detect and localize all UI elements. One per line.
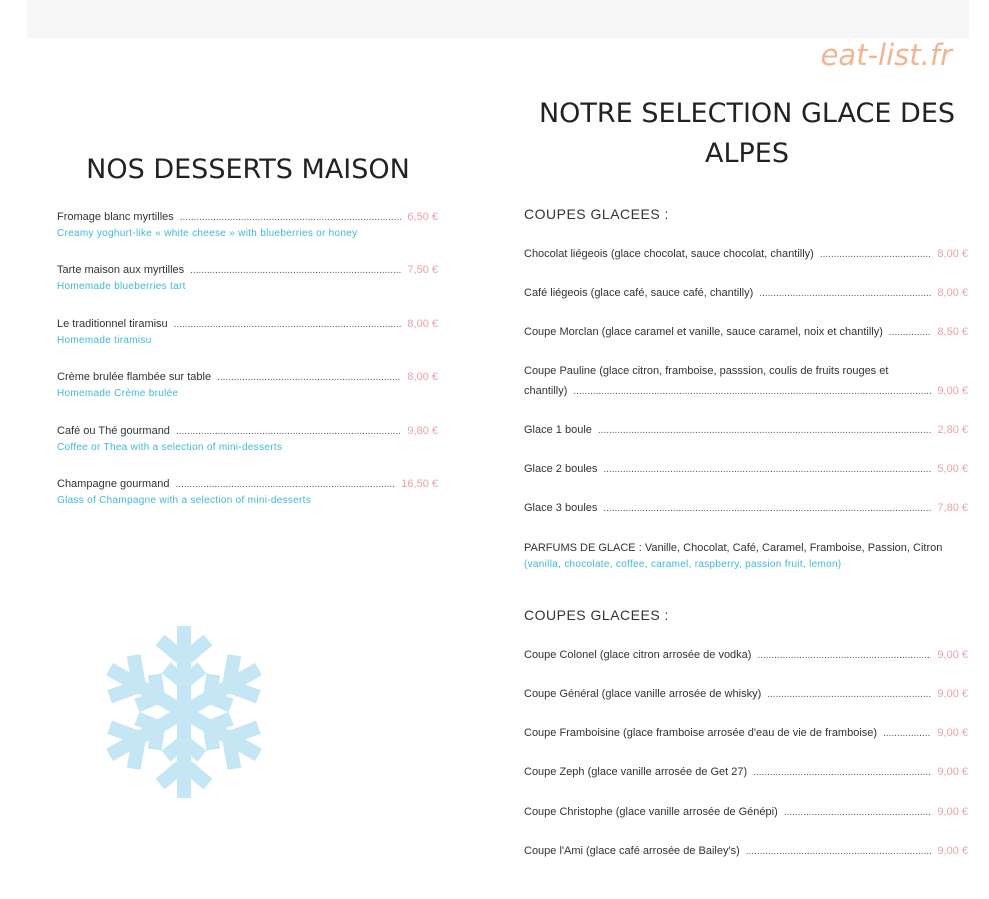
item-price: 9,80 € [407,425,438,437]
right-title-line2: ALPES [705,138,789,169]
right-title-line1: NOTRE SELECTION GLACE DES [538,98,956,129]
item-name: Chocolat liégeois (glace chocolat, sauce chocolat, chantilly) [524,248,814,260]
ice-item [524,649,968,662]
item-name: Fromage blanc myrtilles [57,211,174,223]
item-price: 16,50 € [401,478,438,490]
item-price: 8,00 € [937,248,968,260]
item-name: Coupe Général (glace vanille arrosée de whisky) [524,688,762,700]
item-name: Crème brulée flambée sur table [57,371,212,383]
dessert-item [57,211,438,239]
dot-leader [759,288,931,300]
item-price: 9,00 € [937,845,968,857]
item-price: 9,00 € [937,688,968,700]
dessert-item [57,425,438,453]
top-bar [27,0,969,38]
item-price: 5,00 € [937,463,968,475]
ice-item [524,688,968,701]
item-translation: Homemade Crème brulée [57,388,179,399]
item-name: Le traditionnel tiramisu [57,318,168,330]
dot-leader [820,249,932,261]
ice-item [524,361,968,401]
item-name: Café ou Thé gourmand [57,425,170,437]
section-heading: COUPES GLACEES : [524,206,669,222]
item-price: 2,80 € [937,424,968,436]
dot-leader [180,212,402,224]
item-price: 8,50 € [937,326,968,338]
section-heading: COUPES GLACEES : [524,607,669,623]
ice-item [524,463,968,476]
item-name: Coupe Morclan (glace caramel et vanille, sauce caramel, noix et chantilly) [524,326,883,338]
right-title [524,94,970,174]
item-name-line1: Coupe Pauline (glace citron, framboise, passsion, coulis de fruits rouges et [524,365,889,377]
dot-leader [889,327,932,339]
item-price: 8,00 € [407,371,438,383]
dot-leader [883,728,931,740]
item-price: 9,00 € [937,806,968,818]
item-name: Champagne gourmand [57,478,170,490]
dot-leader [573,382,931,394]
item-name: Glace 3 boules [524,502,598,514]
dessert-item [57,318,438,346]
item-price: 9,00 € [937,385,968,397]
item-name: Glace 2 boules [524,463,598,475]
ice-item [524,287,968,300]
dot-leader [174,319,402,331]
item-price: 7,80 € [937,502,968,514]
dot-leader [598,425,932,437]
item-price: 8,00 € [937,287,968,299]
item-name: Coupe Zeph (glace vanille arrosée de Get 27) [524,766,748,778]
ice-item [524,806,968,819]
item-price: 9,00 € [937,727,968,739]
dot-leader [753,767,931,779]
watermark: eat-list.fr [820,38,952,72]
item-translation: Coffee or Thea with a selection of mini-desserts [57,442,283,453]
dot-leader [603,464,931,476]
dot-leader [217,372,401,384]
item-translation: Glass of Champagne with a selection of mini-desserts [57,495,312,506]
dot-leader [176,426,401,438]
dot-leader [176,479,396,491]
dot-leader [784,807,932,819]
ice-item [524,845,968,858]
ice-item [524,766,968,779]
item-price: 9,00 € [937,766,968,778]
ice-item [524,424,968,437]
dot-leader [746,846,932,858]
item-price: 9,00 € [937,649,968,661]
item-price: 6,50 € [407,211,438,223]
item-price: 8,00 € [407,318,438,330]
dot-leader [767,689,931,701]
left-title: NOS DESSERTS MAISON [86,154,410,185]
ice-item [524,248,968,261]
item-name: Glace 1 boule [524,424,592,436]
dot-leader [190,265,401,277]
ice-item [524,727,968,740]
flavours-translation: (vanilla, chocolate, coffee, caramel, raspberry, passion fruit, lemon) [524,559,842,570]
dessert-item [57,264,438,292]
item-name: Coupe Christophe (glace vanille arrosée de Génépi) [524,806,778,818]
item-translation: Creamy yoghurt-like « white cheese » with blueberries or honey [57,228,358,239]
flavours-text: PARFUMS DE GLACE : Vanille, Chocolat, Café, Caramel, Framboise, Passion, Citron [524,542,943,554]
flavours-block [524,542,970,570]
item-name: Coupe l'Ami (glace café arrosée de Bailey's) [524,845,740,857]
item-name: Coupe Framboisine (glace framboise arrosée d'eau de vie de framboise) [524,727,878,739]
item-name-line2: chantilly) [524,385,568,397]
item-translation: Homemade tiramisu [57,335,152,346]
ice-item [524,326,968,339]
ice-item [524,502,968,515]
item-translation: Homemade blueberries tart [57,281,186,292]
snowflake-icon [106,626,262,798]
item-name: Café liégeois (glace café, sauce café, chantilly) [524,287,754,299]
dot-leader [757,650,931,662]
item-name: Coupe Colonel (glace citron arrosée de vodka) [524,649,752,661]
dessert-item [57,478,438,506]
item-price: 7,50 € [407,264,438,276]
dot-leader [603,503,931,515]
item-name: Tarte maison aux myrtilles [57,264,185,276]
dessert-item [57,371,438,399]
